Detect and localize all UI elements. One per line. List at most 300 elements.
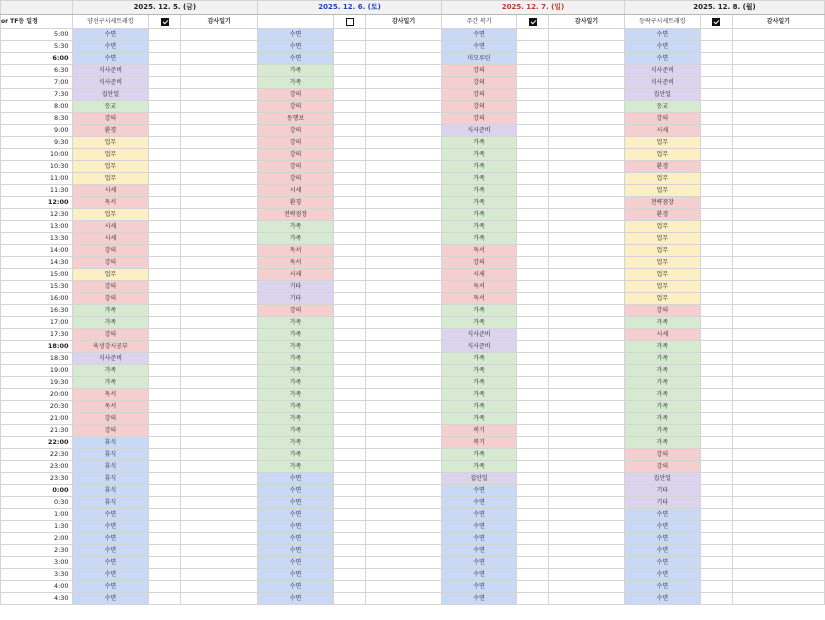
check-cell[interactable]: [334, 341, 366, 353]
activity-cell[interactable]: 독서: [72, 401, 149, 413]
journal-cell[interactable]: [732, 485, 824, 497]
activity-cell[interactable]: 수면: [72, 581, 149, 593]
check-cell[interactable]: [334, 113, 366, 125]
journal-cell[interactable]: [366, 365, 442, 377]
task-checkbox[interactable]: [334, 15, 366, 29]
journal-cell[interactable]: [366, 581, 442, 593]
activity-cell[interactable]: 강의: [624, 449, 700, 461]
journal-cell[interactable]: [549, 317, 625, 329]
check-cell[interactable]: [149, 161, 181, 173]
journal-cell[interactable]: [549, 461, 625, 473]
checkbox-checked-icon[interactable]: [161, 18, 169, 26]
activity-cell[interactable]: 휴식: [72, 449, 149, 461]
journal-cell[interactable]: [366, 89, 442, 101]
activity-cell[interactable]: 수면: [442, 545, 517, 557]
check-cell[interactable]: [700, 305, 732, 317]
check-cell[interactable]: [334, 209, 366, 221]
check-cell[interactable]: [517, 497, 549, 509]
activity-cell[interactable]: 가족: [442, 413, 517, 425]
check-cell[interactable]: [517, 449, 549, 461]
activity-cell[interactable]: 식사준비: [442, 341, 517, 353]
activity-cell[interactable]: 수면: [258, 569, 334, 581]
activity-cell[interactable]: 수면: [72, 509, 149, 521]
journal-cell[interactable]: [732, 533, 824, 545]
check-cell[interactable]: [149, 77, 181, 89]
activity-cell[interactable]: 강의: [442, 65, 517, 77]
journal-cell[interactable]: [366, 281, 442, 293]
check-cell[interactable]: [334, 593, 366, 605]
check-cell[interactable]: [149, 449, 181, 461]
journal-cell[interactable]: [181, 401, 258, 413]
activity-cell[interactable]: 독서: [72, 389, 149, 401]
check-cell[interactable]: [149, 329, 181, 341]
journal-cell[interactable]: [732, 449, 824, 461]
journal-cell[interactable]: [549, 581, 625, 593]
check-cell[interactable]: [334, 221, 366, 233]
check-cell[interactable]: [700, 329, 732, 341]
journal-cell[interactable]: [732, 41, 824, 53]
check-cell[interactable]: [334, 53, 366, 65]
journal-cell[interactable]: [732, 257, 824, 269]
activity-cell[interactable]: 기타: [258, 281, 334, 293]
check-cell[interactable]: [149, 221, 181, 233]
journal-cell[interactable]: [732, 473, 824, 485]
journal-cell[interactable]: [732, 137, 824, 149]
activity-cell[interactable]: 시세: [258, 185, 334, 197]
journal-cell[interactable]: [732, 209, 824, 221]
check-cell[interactable]: [517, 353, 549, 365]
check-cell[interactable]: [517, 389, 549, 401]
check-cell[interactable]: [149, 581, 181, 593]
check-cell[interactable]: [149, 65, 181, 77]
activity-cell[interactable]: 독서: [258, 245, 334, 257]
journal-cell[interactable]: [181, 593, 258, 605]
check-cell[interactable]: [517, 149, 549, 161]
check-cell[interactable]: [149, 149, 181, 161]
check-cell[interactable]: [700, 353, 732, 365]
journal-cell[interactable]: [366, 341, 442, 353]
activity-cell[interactable]: 가족: [258, 389, 334, 401]
activity-cell[interactable]: 강의: [72, 293, 149, 305]
journal-cell[interactable]: [366, 77, 442, 89]
check-cell[interactable]: [334, 245, 366, 257]
check-cell[interactable]: [149, 545, 181, 557]
journal-cell[interactable]: [181, 41, 258, 53]
check-cell[interactable]: [149, 245, 181, 257]
activity-cell[interactable]: 수면: [72, 593, 149, 605]
journal-cell[interactable]: [549, 389, 625, 401]
activity-cell[interactable]: 가족: [258, 449, 334, 461]
journal-cell[interactable]: [181, 209, 258, 221]
journal-cell[interactable]: [366, 305, 442, 317]
journal-cell[interactable]: [181, 53, 258, 65]
checkbox-checked-icon[interactable]: [712, 18, 720, 26]
check-cell[interactable]: [517, 581, 549, 593]
activity-cell[interactable]: 휴식: [72, 473, 149, 485]
check-cell[interactable]: [149, 509, 181, 521]
journal-cell[interactable]: [366, 461, 442, 473]
activity-cell[interactable]: 수면: [258, 557, 334, 569]
journal-cell[interactable]: [181, 533, 258, 545]
journal-cell[interactable]: [549, 149, 625, 161]
check-cell[interactable]: [517, 377, 549, 389]
activity-cell[interactable]: 수면: [624, 545, 700, 557]
journal-cell[interactable]: [732, 77, 824, 89]
activity-cell[interactable]: 강의: [258, 161, 334, 173]
activity-cell[interactable]: 업무: [624, 257, 700, 269]
journal-cell[interactable]: [732, 173, 824, 185]
check-cell[interactable]: [700, 437, 732, 449]
check-cell[interactable]: [334, 329, 366, 341]
activity-cell[interactable]: 육성강시공부: [72, 341, 149, 353]
journal-cell[interactable]: [181, 557, 258, 569]
journal-cell[interactable]: [366, 449, 442, 461]
check-cell[interactable]: [149, 557, 181, 569]
activity-cell[interactable]: 가족: [258, 233, 334, 245]
activity-cell[interactable]: 시세: [72, 185, 149, 197]
journal-cell[interactable]: [181, 569, 258, 581]
check-cell[interactable]: [517, 533, 549, 545]
activity-cell[interactable]: 가족: [624, 437, 700, 449]
journal-cell[interactable]: [549, 593, 625, 605]
activity-cell[interactable]: 강의: [258, 149, 334, 161]
journal-cell[interactable]: [181, 461, 258, 473]
activity-cell[interactable]: 식사준비: [442, 329, 517, 341]
activity-cell[interactable]: 가족: [624, 317, 700, 329]
check-cell[interactable]: [334, 473, 366, 485]
check-cell[interactable]: [149, 497, 181, 509]
check-cell[interactable]: [149, 461, 181, 473]
check-cell[interactable]: [334, 365, 366, 377]
check-cell[interactable]: [149, 425, 181, 437]
check-cell[interactable]: [149, 413, 181, 425]
activity-cell[interactable]: 수면: [442, 593, 517, 605]
activity-cell[interactable]: 등교: [624, 101, 700, 113]
journal-cell[interactable]: [366, 557, 442, 569]
check-cell[interactable]: [334, 581, 366, 593]
check-cell[interactable]: [334, 377, 366, 389]
check-cell[interactable]: [517, 461, 549, 473]
journal-cell[interactable]: [181, 113, 258, 125]
activity-cell[interactable]: 수면: [624, 557, 700, 569]
journal-cell[interactable]: [181, 329, 258, 341]
activity-cell[interactable]: 가족: [624, 425, 700, 437]
journal-cell[interactable]: [181, 89, 258, 101]
activity-cell[interactable]: 가족: [258, 425, 334, 437]
journal-cell[interactable]: [181, 29, 258, 41]
check-cell[interactable]: [700, 497, 732, 509]
journal-cell[interactable]: [549, 125, 625, 137]
journal-cell[interactable]: [366, 185, 442, 197]
journal-cell[interactable]: [732, 557, 824, 569]
activity-cell[interactable]: 독서: [72, 197, 149, 209]
activity-cell[interactable]: 식사준비: [72, 77, 149, 89]
activity-cell[interactable]: 강의: [72, 329, 149, 341]
check-cell[interactable]: [517, 101, 549, 113]
check-cell[interactable]: [700, 593, 732, 605]
check-cell[interactable]: [334, 137, 366, 149]
activity-cell[interactable]: 시세: [72, 221, 149, 233]
activity-cell[interactable]: 가족: [442, 221, 517, 233]
journal-cell[interactable]: [181, 317, 258, 329]
journal-cell[interactable]: [732, 245, 824, 257]
check-cell[interactable]: [700, 161, 732, 173]
check-cell[interactable]: [149, 113, 181, 125]
journal-cell[interactable]: [549, 197, 625, 209]
activity-cell[interactable]: 수면: [442, 29, 517, 41]
journal-cell[interactable]: [549, 101, 625, 113]
check-cell[interactable]: [149, 533, 181, 545]
activity-cell[interactable]: 강의: [442, 257, 517, 269]
activity-cell[interactable]: 업무: [624, 137, 700, 149]
journal-cell[interactable]: [732, 545, 824, 557]
journal-cell[interactable]: [181, 581, 258, 593]
activity-cell[interactable]: 미모루틴: [442, 53, 517, 65]
journal-cell[interactable]: [549, 65, 625, 77]
activity-cell[interactable]: 수면: [442, 521, 517, 533]
activity-cell[interactable]: 수면: [72, 569, 149, 581]
journal-cell[interactable]: [549, 113, 625, 125]
activity-cell[interactable]: 수면: [258, 497, 334, 509]
check-cell[interactable]: [700, 521, 732, 533]
journal-cell[interactable]: [549, 533, 625, 545]
activity-cell[interactable]: 복기: [442, 437, 517, 449]
journal-cell[interactable]: [549, 545, 625, 557]
journal-cell[interactable]: [549, 209, 625, 221]
activity-cell[interactable]: 수면: [258, 509, 334, 521]
activity-cell[interactable]: 강의: [258, 125, 334, 137]
journal-cell[interactable]: [181, 185, 258, 197]
activity-cell[interactable]: 휴식: [72, 437, 149, 449]
activity-cell[interactable]: 업무: [624, 281, 700, 293]
check-cell[interactable]: [700, 293, 732, 305]
journal-cell[interactable]: [181, 245, 258, 257]
journal-cell[interactable]: [366, 245, 442, 257]
journal-cell[interactable]: [366, 497, 442, 509]
check-cell[interactable]: [149, 125, 181, 137]
check-cell[interactable]: [334, 317, 366, 329]
check-cell[interactable]: [517, 161, 549, 173]
journal-cell[interactable]: [181, 281, 258, 293]
check-cell[interactable]: [517, 41, 549, 53]
checkbox-checked-icon[interactable]: [529, 18, 537, 26]
journal-cell[interactable]: [366, 65, 442, 77]
activity-cell[interactable]: 강의: [624, 461, 700, 473]
journal-cell[interactable]: [732, 365, 824, 377]
check-cell[interactable]: [700, 245, 732, 257]
activity-cell[interactable]: 수면: [624, 581, 700, 593]
check-cell[interactable]: [334, 389, 366, 401]
journal-cell[interactable]: [181, 509, 258, 521]
activity-cell[interactable]: 집안일: [624, 473, 700, 485]
activity-cell[interactable]: 수면: [624, 569, 700, 581]
activity-cell[interactable]: 수면: [258, 545, 334, 557]
activity-cell[interactable]: 환경: [258, 197, 334, 209]
check-cell[interactable]: [149, 53, 181, 65]
check-cell[interactable]: [517, 545, 549, 557]
journal-cell[interactable]: [732, 497, 824, 509]
activity-cell[interactable]: 독서: [442, 281, 517, 293]
journal-cell[interactable]: [549, 137, 625, 149]
check-cell[interactable]: [334, 533, 366, 545]
activity-cell[interactable]: 업무: [72, 269, 149, 281]
check-cell[interactable]: [334, 233, 366, 245]
task-checkbox[interactable]: [700, 15, 732, 29]
check-cell[interactable]: [334, 401, 366, 413]
journal-cell[interactable]: [732, 593, 824, 605]
activity-cell[interactable]: 등교: [72, 101, 149, 113]
journal-cell[interactable]: [732, 377, 824, 389]
activity-cell[interactable]: 식사준비: [624, 77, 700, 89]
check-cell[interactable]: [149, 353, 181, 365]
journal-cell[interactable]: [366, 521, 442, 533]
activity-cell[interactable]: 가족: [624, 341, 700, 353]
check-cell[interactable]: [700, 341, 732, 353]
check-cell[interactable]: [517, 89, 549, 101]
check-cell[interactable]: [149, 101, 181, 113]
activity-cell[interactable]: 가족: [72, 377, 149, 389]
journal-cell[interactable]: [181, 389, 258, 401]
activity-cell[interactable]: 수면: [258, 485, 334, 497]
journal-cell[interactable]: [732, 389, 824, 401]
activity-cell[interactable]: 가족: [442, 353, 517, 365]
check-cell[interactable]: [334, 449, 366, 461]
check-cell[interactable]: [517, 245, 549, 257]
activity-cell[interactable]: 시세: [624, 329, 700, 341]
activity-cell[interactable]: 업무: [72, 137, 149, 149]
check-cell[interactable]: [700, 281, 732, 293]
activity-cell[interactable]: 가족: [442, 317, 517, 329]
check-cell[interactable]: [149, 281, 181, 293]
journal-cell[interactable]: [549, 269, 625, 281]
check-cell[interactable]: [149, 485, 181, 497]
check-cell[interactable]: [517, 437, 549, 449]
activity-cell[interactable]: 강의: [72, 257, 149, 269]
activity-cell[interactable]: 시세: [624, 125, 700, 137]
check-cell[interactable]: [149, 569, 181, 581]
check-cell[interactable]: [517, 593, 549, 605]
activity-cell[interactable]: 수면: [258, 533, 334, 545]
activity-cell[interactable]: 수면: [624, 521, 700, 533]
journal-cell[interactable]: [181, 125, 258, 137]
activity-cell[interactable]: 가족: [624, 413, 700, 425]
activity-cell[interactable]: 환경: [624, 161, 700, 173]
journal-cell[interactable]: [732, 125, 824, 137]
task-checkbox[interactable]: [149, 15, 181, 29]
check-cell[interactable]: [700, 77, 732, 89]
activity-cell[interactable]: 수면: [258, 53, 334, 65]
journal-cell[interactable]: [366, 509, 442, 521]
activity-cell[interactable]: 가족: [72, 365, 149, 377]
journal-cell[interactable]: [549, 341, 625, 353]
journal-cell[interactable]: [732, 29, 824, 41]
journal-cell[interactable]: [366, 533, 442, 545]
check-cell[interactable]: [700, 53, 732, 65]
check-cell[interactable]: [334, 437, 366, 449]
check-cell[interactable]: [517, 425, 549, 437]
activity-cell[interactable]: 가족: [442, 233, 517, 245]
activity-cell[interactable]: 기타: [624, 497, 700, 509]
activity-cell[interactable]: 강의: [258, 137, 334, 149]
check-cell[interactable]: [517, 173, 549, 185]
activity-cell[interactable]: 가족: [258, 377, 334, 389]
journal-cell[interactable]: [732, 53, 824, 65]
check-cell[interactable]: [334, 125, 366, 137]
journal-cell[interactable]: [549, 353, 625, 365]
activity-cell[interactable]: 전략점장: [258, 209, 334, 221]
activity-cell[interactable]: 강의: [72, 425, 149, 437]
check-cell[interactable]: [149, 317, 181, 329]
activity-cell[interactable]: 가족: [442, 449, 517, 461]
check-cell[interactable]: [517, 485, 549, 497]
activity-cell[interactable]: 집안일: [442, 473, 517, 485]
journal-cell[interactable]: [549, 221, 625, 233]
activity-cell[interactable]: 수면: [72, 533, 149, 545]
check-cell[interactable]: [700, 365, 732, 377]
check-cell[interactable]: [517, 269, 549, 281]
journal-cell[interactable]: [732, 521, 824, 533]
journal-cell[interactable]: [549, 89, 625, 101]
check-cell[interactable]: [517, 569, 549, 581]
activity-cell[interactable]: 강의: [442, 89, 517, 101]
journal-cell[interactable]: [732, 161, 824, 173]
check-cell[interactable]: [334, 521, 366, 533]
journal-cell[interactable]: [181, 161, 258, 173]
journal-cell[interactable]: [549, 401, 625, 413]
activity-cell[interactable]: 강의: [624, 305, 700, 317]
journal-cell[interactable]: [366, 353, 442, 365]
activity-cell[interactable]: 식사준비: [72, 65, 149, 77]
journal-cell[interactable]: [366, 413, 442, 425]
check-cell[interactable]: [149, 377, 181, 389]
check-cell[interactable]: [334, 293, 366, 305]
journal-cell[interactable]: [549, 245, 625, 257]
activity-cell[interactable]: 가족: [442, 389, 517, 401]
journal-cell[interactable]: [732, 413, 824, 425]
check-cell[interactable]: [149, 305, 181, 317]
check-cell[interactable]: [700, 557, 732, 569]
check-cell[interactable]: [334, 149, 366, 161]
check-cell[interactable]: [334, 545, 366, 557]
activity-cell[interactable]: 가족: [442, 305, 517, 317]
journal-cell[interactable]: [366, 197, 442, 209]
journal-cell[interactable]: [549, 413, 625, 425]
check-cell[interactable]: [700, 389, 732, 401]
journal-cell[interactable]: [366, 317, 442, 329]
activity-cell[interactable]: 가족: [72, 317, 149, 329]
check-cell[interactable]: [700, 569, 732, 581]
activity-cell[interactable]: 가족: [442, 161, 517, 173]
activity-cell[interactable]: 가족: [258, 437, 334, 449]
journal-cell[interactable]: [549, 293, 625, 305]
check-cell[interactable]: [517, 521, 549, 533]
journal-cell[interactable]: [732, 569, 824, 581]
journal-cell[interactable]: [732, 89, 824, 101]
journal-cell[interactable]: [366, 173, 442, 185]
activity-cell[interactable]: 수면: [624, 41, 700, 53]
journal-cell[interactable]: [181, 137, 258, 149]
check-cell[interactable]: [700, 485, 732, 497]
journal-cell[interactable]: [732, 293, 824, 305]
activity-cell[interactable]: 수면: [624, 533, 700, 545]
check-cell[interactable]: [700, 533, 732, 545]
check-cell[interactable]: [334, 281, 366, 293]
journal-cell[interactable]: [366, 473, 442, 485]
activity-cell[interactable]: 가족: [442, 149, 517, 161]
check-cell[interactable]: [149, 209, 181, 221]
activity-cell[interactable]: 기타: [258, 293, 334, 305]
check-cell[interactable]: [149, 473, 181, 485]
